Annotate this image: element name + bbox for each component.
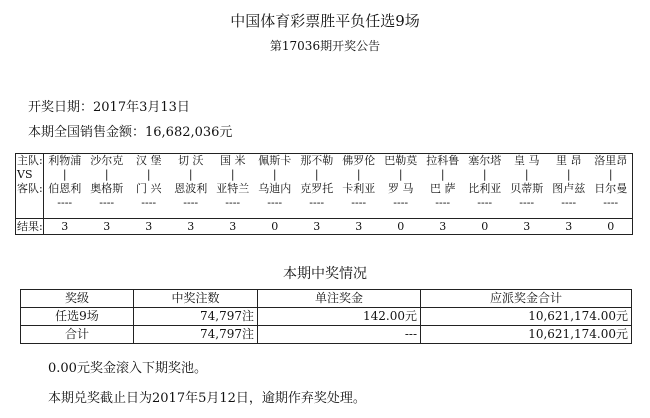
home-team: 汉 堡 <box>135 154 162 167</box>
match-result: 0 <box>590 219 633 235</box>
dash-mark: ---- <box>57 196 73 209</box>
spacer-cell <box>296 210 338 219</box>
prize-section-title: 本期中奖情况 <box>283 266 367 282</box>
spacer-cell <box>212 210 254 219</box>
vs-mark: | <box>146 168 151 181</box>
vs-mark: | <box>482 168 487 181</box>
spacer-cell <box>422 210 464 219</box>
spacer-cell <box>170 210 212 219</box>
away-team: 卡利亚 <box>342 182 376 195</box>
total-label: 合计 <box>21 326 134 344</box>
away-team: 亚特兰 <box>216 182 250 195</box>
home-team: 国 米 <box>219 154 246 167</box>
away-label: 客队: <box>17 182 43 195</box>
away-row <box>16 182 633 196</box>
dash-mark: ---- <box>183 196 199 209</box>
dash-mark: ---- <box>393 196 409 209</box>
vs-mark: | <box>272 168 277 181</box>
match-result: 3 <box>548 219 590 235</box>
vs-mark: | <box>608 168 613 181</box>
match-result: 0 <box>464 219 506 235</box>
prize-level: 任选9场 <box>21 308 134 326</box>
spacer-cell <box>464 210 506 219</box>
spacer-cell <box>128 210 170 219</box>
home-team: 皇 马 <box>513 154 540 167</box>
draw-date: 开奖日期：2017年3月13日 <box>28 100 190 115</box>
dash-mark: ---- <box>519 196 535 209</box>
home-team: 塞尔塔 <box>468 154 502 167</box>
match-result: 3 <box>86 219 128 235</box>
match-result: 3 <box>212 219 254 235</box>
dash-label <box>16 196 44 210</box>
vs-mark: | <box>230 168 235 181</box>
away-team: 比利亚 <box>468 182 502 195</box>
vs-mark: | <box>62 168 67 181</box>
home-team: 沙尔克 <box>90 154 124 167</box>
dash-mark: ---- <box>225 196 241 209</box>
away-team: 贝蒂斯 <box>510 182 544 195</box>
header-unit-prize: 单注奖金 <box>258 290 421 308</box>
total-unit-prize: --- <box>258 326 421 344</box>
away-team: 门 兴 <box>135 182 162 195</box>
home-team: 拉科鲁 <box>426 154 460 167</box>
result-row <box>16 219 633 235</box>
away-team: 图卢兹 <box>552 182 586 195</box>
match-result: 0 <box>254 219 296 235</box>
prize-table <box>20 289 632 344</box>
prize-row-total <box>21 326 632 344</box>
home-team: 切 沃 <box>177 154 204 167</box>
spacer-cell <box>254 210 296 219</box>
grand-total: 10,621,174.00元 <box>421 326 632 344</box>
match-result: 3 <box>296 219 338 235</box>
away-team: 恩波利 <box>174 182 208 195</box>
away-team: 日尔曼 <box>594 182 628 195</box>
header-winning-count: 中奖注数 <box>134 290 258 308</box>
vs-mark: | <box>440 168 445 181</box>
vs-mark: | <box>524 168 529 181</box>
away-team: 罗 马 <box>387 182 414 195</box>
spacer-cell <box>86 210 128 219</box>
dash-mark: ---- <box>477 196 493 209</box>
spacer-cell <box>338 210 380 219</box>
dash-mark: ---- <box>267 196 283 209</box>
dash-mark: ---- <box>603 196 619 209</box>
home-label: 主队: <box>17 154 43 167</box>
spacer-label <box>16 210 44 219</box>
vs-mark: | <box>356 168 361 181</box>
match-result: 3 <box>338 219 380 235</box>
sales-amount: 本期全国销售金额：16,682,036元 <box>28 125 233 140</box>
match-table <box>15 153 633 235</box>
unit-prize: 142.00元 <box>258 308 421 326</box>
dash-mark: ---- <box>435 196 451 209</box>
home-team: 利物浦 <box>48 154 82 167</box>
dash-mark: ---- <box>141 196 157 209</box>
dash-mark: ---- <box>309 196 325 209</box>
spacer-cell <box>590 210 633 219</box>
vs-mark: | <box>566 168 571 181</box>
dash-mark: ---- <box>99 196 115 209</box>
away-team: 克罗托 <box>300 182 334 195</box>
spacer-cell <box>506 210 548 219</box>
match-result: 3 <box>422 219 464 235</box>
spacer-cell <box>380 210 422 219</box>
spacer-cell <box>43 210 86 219</box>
home-row <box>16 154 633 169</box>
away-team: 乌迪内 <box>258 182 292 195</box>
issue-subtitle: 第17036期开奖公告 <box>269 39 381 53</box>
vs-mark: | <box>104 168 109 181</box>
home-team: 佛罗伦 <box>342 154 376 167</box>
vs-mark: | <box>314 168 319 181</box>
vs-mark: | <box>188 168 193 181</box>
total-count: 74,797注 <box>134 326 258 344</box>
match-result: 3 <box>170 219 212 235</box>
match-result: 3 <box>128 219 170 235</box>
dash-mark: ---- <box>561 196 577 209</box>
deadline-note: 本期兑奖截止日为2017年5月12日，逾期作弃奖处理。 <box>48 391 366 406</box>
home-team: 洛里昂 <box>594 154 628 167</box>
home-team: 里 昂 <box>555 154 582 167</box>
vs-mark: | <box>398 168 403 181</box>
header-prize-level: 奖级 <box>21 290 134 308</box>
away-team: 巴 萨 <box>429 182 456 195</box>
dash-mark: ---- <box>351 196 367 209</box>
away-team: 奥格斯 <box>90 182 124 195</box>
match-result: 3 <box>43 219 86 235</box>
total-prize: 10,621,174.00元 <box>421 308 632 326</box>
home-team: 佩斯卡 <box>258 154 292 167</box>
spacer-cell <box>548 210 590 219</box>
home-team: 巴勒莫 <box>384 154 418 167</box>
vs-label: VS <box>16 168 44 182</box>
prize-row-level <box>21 308 632 326</box>
page-title: 中国体育彩票胜平负任选9场 <box>230 12 420 30</box>
match-result: 0 <box>380 219 422 235</box>
result-label: 结果: <box>17 219 43 233</box>
winning-count: 74,797注 <box>134 308 258 326</box>
away-team: 伯恩利 <box>48 182 82 195</box>
home-team: 那不勒 <box>300 154 334 167</box>
prize-header-row <box>21 290 632 308</box>
dash-row <box>16 196 633 210</box>
rollover-note: 0.00元奖金滚入下期奖池。 <box>48 361 207 376</box>
vs-row <box>16 168 633 182</box>
spacer-row <box>16 210 633 219</box>
header-total-prize: 应派奖金合计 <box>421 290 632 308</box>
match-result: 3 <box>506 219 548 235</box>
